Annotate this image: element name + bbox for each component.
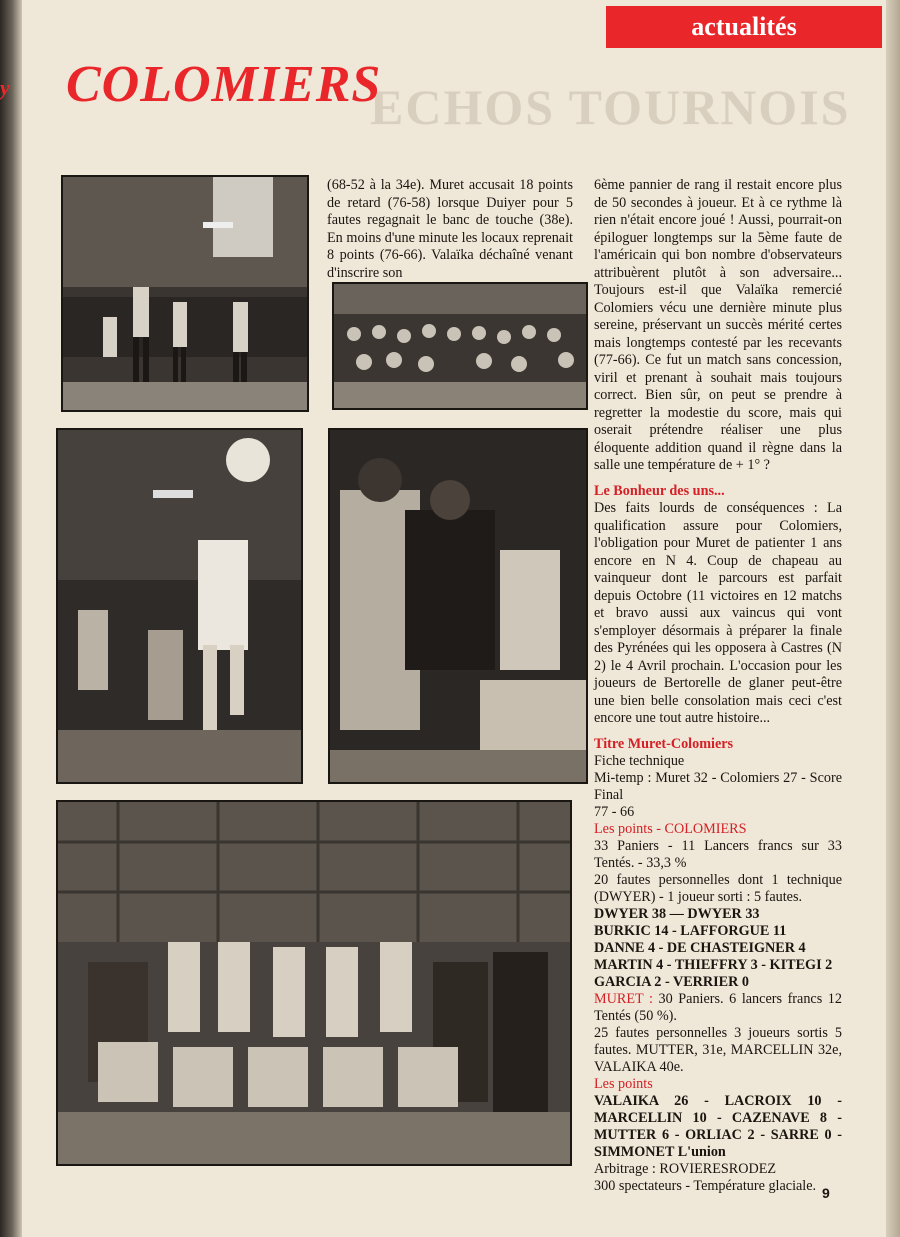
muret-line: 30 Paniers. 6 lancers francs 12 Tentés (50 %). <box>594 991 842 1024</box>
subheading-points-muret: Les points <box>594 1076 653 1092</box>
colomiers-player-line: BURKIC 14 - LAFFORGUE 11 <box>594 923 787 939</box>
muret-players: VALAIKA 26 - LACROIX 10 - MARCELLIN 10 - CAZENAVE 8 - MUTTER 6 - ORLIAC 2 - SARRE 0 - SIMMONET L'union <box>594 1093 842 1160</box>
page-edge <box>886 0 900 1237</box>
photo-layup <box>61 175 309 412</box>
subheading-titre: Titre Muret-Colomiers <box>594 735 734 752</box>
section-tag: actualités <box>606 6 882 48</box>
page-number: 9 <box>822 1185 830 1201</box>
middle-paragraph: (68-52 à la 34e). Muret accusait 18 points de retard (76-58) lorsque Duiyer pour 5 fautes regagnait le banc de touche (38e). En moins d'une minute les locaux reprenait 8 points (76-66). Valaïka déchaîné venant d'inscrire son <box>327 177 573 281</box>
photo-jump-shot <box>56 428 303 784</box>
muret-label: MURET : <box>594 991 653 1007</box>
muret-fouls: 25 fautes personnelles 3 joueurs sortis 5 fautes. MUTTER, 31e, MARCELLIN 32e, VALAIKA 40e. <box>594 1025 842 1075</box>
fiche-line-3: 77 - 66 <box>594 804 635 820</box>
binding-edge: y <box>0 0 22 1237</box>
fiche-line-1: Fiche technique <box>594 753 685 769</box>
colomiers-player-line: MARTIN 4 - THIEFFRY 3 - KITEGI 2 <box>594 957 833 973</box>
ghost-heading: ECHOS TOURNOIS <box>370 79 851 135</box>
right-paragraph-1: 6ème pannier de rang il restait encore plus de 50 secondes à joueur. Et à ce rythme là rien n'était encore joué ! Aussi, pourrait-on épiloguer longtemps sur la 5ème faute de l'américain qui bon nombre d'observateurs attribuèrent plutôt à son adversaire... Toujours est-il que Valaïka remercié Colomiers vécu une dernière minute plus sereine, préservant un succès mérité certes mais longtemps contesté par les recevants (77-66). Ce fut un match sans concession, viril et prenant à souhait mais toujours correct. Bien sûr, on peut se prendre à regretter la modestie du score, mais qui oserait prétendre réaliser une plus éloquente addition quand il règne dans la salle une température de + 1° ? <box>594 177 842 473</box>
colomiers-stat-2: 20 fautes personnelles dont 1 technique (DWYER) - 1 joueur sorti : 5 fautes. <box>594 872 842 905</box>
colomiers-player-line: DANNE 4 - DE CHASTEIGNER 4 <box>594 940 806 956</box>
subheading-bonheur: Le Bonheur des uns... <box>594 482 725 499</box>
colomiers-player-line: GARCIA 2 - VERRIER 0 <box>594 974 750 990</box>
article-middle-column <box>327 177 573 282</box>
colomiers-stat-1: 33 Paniers - 11 Lancers francs sur 33 Tentés. - 33,3 % <box>594 838 842 871</box>
headline: COLOMIERS <box>66 56 382 113</box>
article-right-column <box>594 177 842 1195</box>
photo-celebration <box>328 428 588 784</box>
subheading-points-colomiers: Les points - COLOMIERS <box>594 821 747 837</box>
fiche-line-2: Mi-temp : Muret 32 - Colomiers 27 - Score Final <box>594 770 842 803</box>
photo-team <box>56 800 572 1166</box>
spectators-line: 300 spectateurs - Température glaciale. <box>594 1178 817 1194</box>
photo-crowd <box>332 282 588 410</box>
colomiers-player-line: DWYER 38 — DWYER 33 <box>594 906 760 922</box>
right-paragraph-2: Des faits lourds de conséquences : La qualification assure pour Colomiers, l'obligation pour Muret de patienter 1 ans encore en N 4. Coup de chapeau au vainqueur dont le parcours est parfait depuis Octobre (11 victoires en 12 matchs et bravo aussi aux vaincus qui vont s'employer désormais à préparer la finale des Pyrénées qui les opposera à Castres (N 2) le 4 Avril prochain. L'occasion pour les joueurs de Bertorelle de glaner peut-être une bien belle consolation mais ceci c'est encore une tout autre histoire... <box>594 500 842 726</box>
arbitrage-line: Arbitrage : ROVIERESRODEZ <box>594 1161 777 1177</box>
